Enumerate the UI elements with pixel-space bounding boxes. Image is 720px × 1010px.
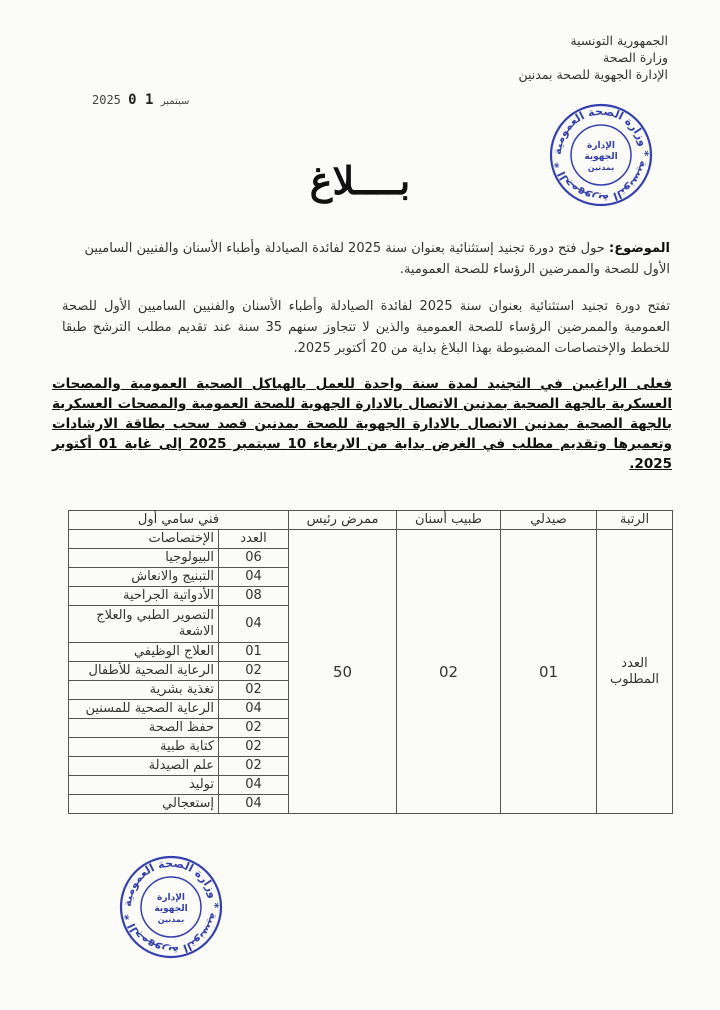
specialty-count: 04	[219, 795, 289, 814]
specialty-name: إستعجالي	[69, 795, 219, 814]
seal-bottom-line1: الإدارة	[157, 893, 185, 903]
row-label-required: العدد المطلوب	[597, 530, 673, 814]
specialty-count: 04	[219, 776, 289, 795]
subject-label: الموضوع:	[609, 241, 670, 256]
specialty-name: الرعاية الصحية للأطفال	[69, 662, 219, 681]
specialty-count: 01	[219, 643, 289, 662]
header-technician: فني سامي أول	[69, 511, 289, 530]
seal-top-line1: الإدارة	[587, 141, 615, 151]
value-head-nurse: 50	[289, 530, 397, 814]
specialty-count: 06	[219, 549, 289, 568]
letterhead-country: الجمهورية التونسية	[570, 33, 668, 48]
specialty-count: 02	[219, 681, 289, 700]
seal-bottom-ring-text: الجمهورية التونسية * وزارة الصحة العمومية *	[120, 856, 222, 958]
official-seal-bottom	[118, 854, 224, 960]
subject	[66, 238, 670, 280]
specialty-name: الرعاية الصحية للمسنين	[69, 700, 219, 719]
specialty-count: 02	[219, 738, 289, 757]
specialty-name: تغذية بشرية	[69, 681, 219, 700]
date-month: سبتمبر	[160, 96, 190, 107]
seal-top-line3: بمدنين	[587, 163, 615, 172]
header-rank: الرتبة	[597, 511, 673, 530]
letterhead	[408, 32, 668, 83]
specialty-count: 04	[219, 700, 289, 719]
positions-table	[68, 510, 673, 814]
date-year: 2025	[92, 93, 121, 107]
letterhead-ministry: وزارة الصحة	[603, 50, 668, 65]
specialty-count: 02	[219, 662, 289, 681]
page-title: بــــلاغ	[309, 158, 411, 203]
specialty-count: 04	[219, 568, 289, 587]
specialty-name: البيولوجيا	[69, 549, 219, 568]
specialty-count: 02	[219, 757, 289, 776]
seal-bottom-line3: بمدنين	[157, 915, 185, 924]
specialty-name: الأدواتية الجراحية	[69, 587, 219, 606]
seal-top-ring-text: الجمهورية التونسية * وزارة الصحة العمومية *	[550, 104, 652, 206]
specialty-name: حفظ الصحة	[69, 719, 219, 738]
subheader-specialties: الإختصاصات	[69, 530, 219, 549]
specialty-name: العلاج الوظيفي	[69, 643, 219, 662]
date-stamp	[92, 92, 189, 108]
specialty-name: التبنيج والانعاش	[69, 568, 219, 587]
value-dentist: 02	[397, 530, 501, 814]
subject-text: حول فتح دورة تجنيد إستثنائية بعنوان سنة 2025 لفائدة الصيادلة وأطباء الأسنان والفنيين الساميين الأول للصحة والممرضين الرؤساء للصحة العمومية.	[84, 241, 670, 277]
specialty-name: علم الصيدلة	[69, 757, 219, 776]
specialty-name: توليد	[69, 776, 219, 795]
header-head-nurse: ممرض رئيس	[289, 511, 397, 530]
header-pharmacist: صيدلي	[501, 511, 597, 530]
subheader-count: العدد	[219, 530, 289, 549]
seal-bottom-line2: الجهوية	[154, 904, 188, 914]
header-dentist: طبيب أسنان	[397, 511, 501, 530]
application-notice: فعلى الراغبين في التجنيد لمدة سنة واحدة للعمل بالهياكل الصحية العمومية والمصحات العسكرية بالجهة الصحية بمدنين الاتصال بالادارة الجهوية للصحة العمومية والمصحات العسكرية بالجهة الصحية بمدنين الاتصال بالادارة الجهوية للصحة بمدنين قصد سحب بطاقة الارشادات وتعميرها وتقديم مطلب في الغرض بداية من الاربعاء 10 سبتمبر 2025 إلى غاية 01 أكتوبر 2025.	[52, 376, 672, 472]
specialty-name: كتابة طبية	[69, 738, 219, 757]
value-pharmacist: 01	[501, 530, 597, 814]
seal-top-line2: الجهوية	[584, 152, 618, 162]
specialty-count: 08	[219, 587, 289, 606]
table-subheader-row	[69, 530, 673, 549]
letterhead-directorate: الإدارة الجهوية للصحة بمدنين	[518, 67, 668, 82]
body-paragraph: تفتح دورة تجنيد استثنائية بعنوان سنة 2025 لفائدة الصيادلة وأطباء الأسنان والفنيين الساميين الأول للصحة العمومية والممرضين الرؤساء للصحة العمومية والذين لا تتجاوز سنهم 35 سنة عند تقديم مطلب الترشح طبقا للخطط والإختصاصات المضبوطة بهذا البلاغ بداية من 20 أكتوبر 2025.	[62, 299, 671, 356]
table-header-row	[69, 511, 673, 530]
date-day: 1 0	[128, 92, 154, 108]
specialty-count: 02	[219, 719, 289, 738]
specialty-name: التصوير الطبي والعلاج الاشعة	[69, 606, 219, 643]
specialty-count: 04	[219, 606, 289, 643]
